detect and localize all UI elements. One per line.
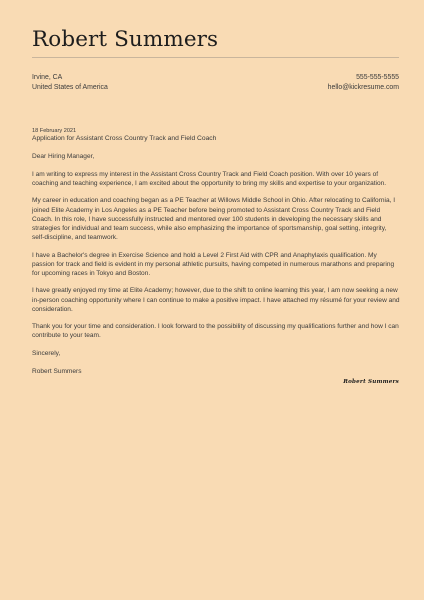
email-address[interactable]: hello@kickresume.com xyxy=(327,84,399,91)
contact-block xyxy=(328,73,399,93)
letter-date: 18 February 2021 xyxy=(32,128,77,134)
paragraph-experience: My career in education and coaching began as a PE Teacher at Willows Middle School in Ohio. After relocating to California, I joined Elite Academy in Los Angeles as a PE Teacher before being promoted to Assistant Cross Country Track and Field Coach. In this role, I have successfully instructed and mentored over 100 students in developing the necessary skills and strategies for individual and team success, while also emphasizing the importance of sportsmanship, goal setting, integrity, self-discipline, and teamwork. xyxy=(32,197,396,241)
phone-number: 555-555-5555 xyxy=(356,74,399,81)
paragraph-motivation: I have greatly enjoyed my time at Elite Academy; however, due to the shift to online learning this year, I am now seeking a new in-person coaching opportunity where I can continue to make a positive impact. I have attached my résumé for your review and consideration. xyxy=(32,287,400,313)
address-city: Irvine, CA xyxy=(32,74,63,81)
letter-subject: Application for Assistant Cross Country Track and Field Coach xyxy=(32,135,217,142)
greeting: Dear Hiring Manager, xyxy=(32,153,95,160)
address-block xyxy=(32,73,108,93)
paragraph-education: I have a Bachelor's degree in Exercise Science and hold a Level 2 First Aid with CPR and Anaphylaxis qualification. My passion for track and field is evident in my personal athletic pursuits, having competed in numerous marathons and preparing for upcoming races in Tokyo and Boston. xyxy=(32,251,395,277)
sender-name: Robert Summers xyxy=(32,367,82,375)
applicant-name: Robert Summers xyxy=(32,27,219,52)
letter-body xyxy=(32,152,400,384)
paragraph-intro: I am writing to express my interest in the Assistant Cross Country Track and Field Coach position. With over 10 years of coaching and teaching experience, I am excited about the opportunity to bring my skills and expertise to your organization. xyxy=(32,170,387,187)
closing: Sincerely, xyxy=(32,350,61,358)
header-divider xyxy=(32,57,399,58)
handwritten-signature: Robert Summers xyxy=(343,379,399,385)
address-country: United States of America xyxy=(32,84,108,91)
paragraph-thanks: Thank you for your time and consideration. I look forward to the possibility of discussing my qualifications further and how I can contribute to your team. xyxy=(32,323,399,340)
